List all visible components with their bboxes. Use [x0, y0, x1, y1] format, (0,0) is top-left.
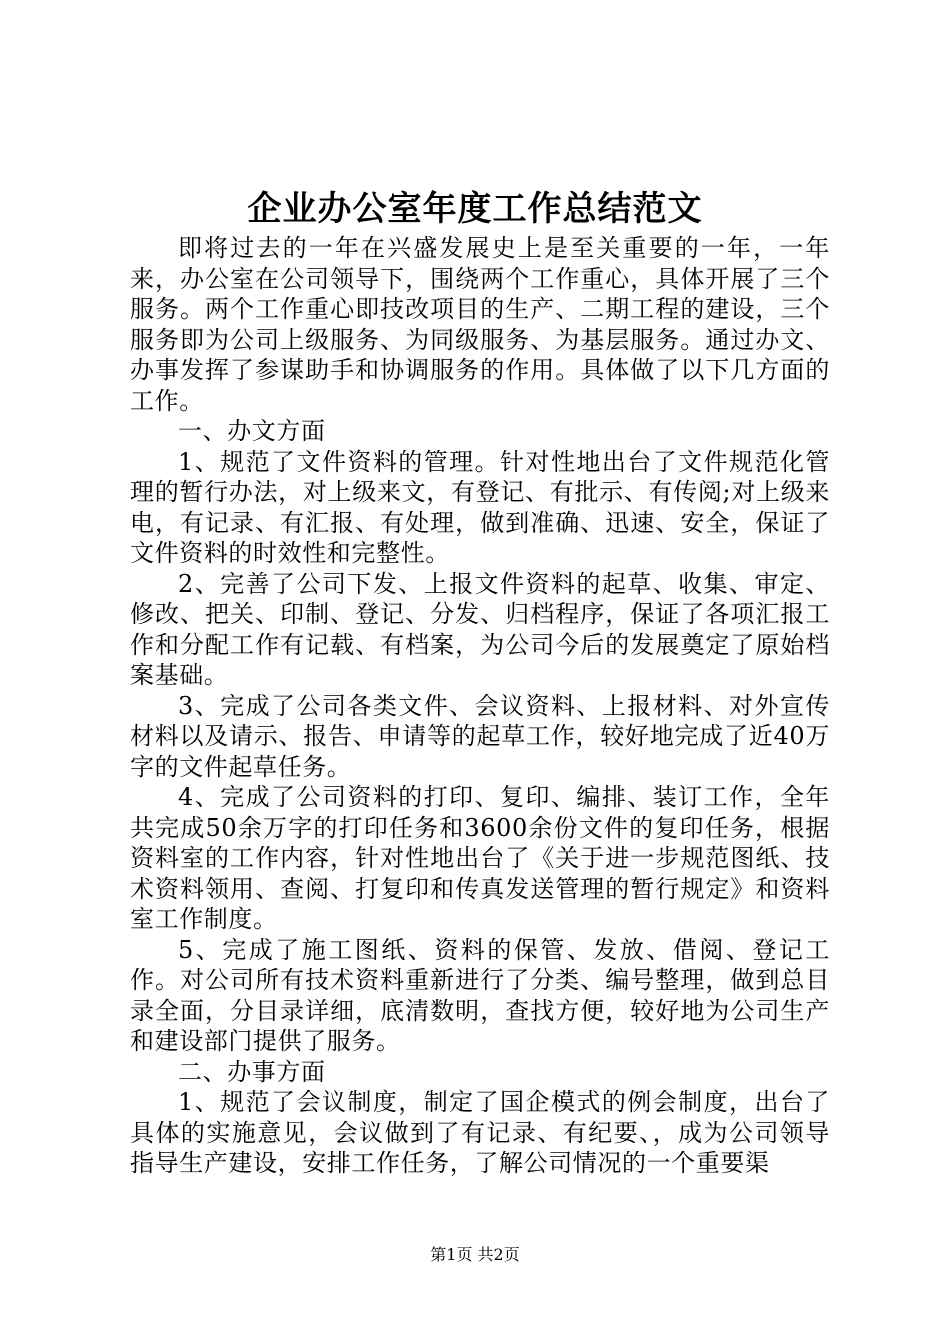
paragraph-item: 2、完善了公司下发、上报文件资料的起草、收集、审定、修改、把关、印制、登记、分发、归档程序，保证了各项汇报工作和分配工作有记载、有档案，为公司今后的发展奠定了原始档案基础。 — [130, 569, 830, 689]
paragraph-intro: 即将过去的一年在兴盛发展史上是至关重要的一年，一年来，办公室在公司领导下，围绕两个工作重心，具体开展了三个服务。两个工作重心即技改项目的生产、二期工程的建设，三个服务即为公司上级服务、为同级服务、为基层服务。通过办文、办事发挥了参谋助手和协调服务的作用。具体做了以下几方面的工作。 — [130, 234, 830, 415]
paragraph-item: 5、完成了施工图纸、资料的保管、发放、借阅、登记工作。对公司所有技术资料重新进行了分类、编号整理，做到总目录全面，分目录详细，底清数明，查找方便，较好地为公司生产和建设部门提供了服务。 — [130, 935, 830, 1055]
paragraph-item: 1、规范了文件资料的管理。针对性地出台了文件规范化管理的暂行办法，对上级来文，有登记、有批示、有传阅;对上级来电，有记录、有汇报、有处理，做到准确、迅速、安全，保证了文件资料的时效性和完整性。 — [130, 447, 830, 567]
section-heading-documents: 一、办文方面 — [178, 417, 326, 445]
section-heading-affairs: 二、办事方面 — [178, 1057, 326, 1086]
document-body — [130, 233, 830, 1179]
paragraph-item: 1、规范了会议制度，制定了国企模式的例会制度，出台了具体的实施意见，会议做到了有记录、有纪要、，成为公司领导指导生产建设，安排工作任务，了解公司情况的一个重要渠 — [130, 1088, 830, 1177]
paragraph-item: 4、完成了公司资料的打印、复印、编排、装订工作，全年共完成50余万字的打印任务和3600余份文件的复印任务，根据资料室的工作内容，针对性地出台了《关于进一步规范图纸、技术资料领用、查阅、打复印和传真发送管理的暂行规定》和资料室工作制度。 — [130, 783, 830, 933]
paragraph-item: 3、完成了公司各类文件、会议资料、上报材料、对外宣传材料以及请示、报告、申请等的起草工作，较好地完成了近40万字的文件起草任务。 — [130, 691, 830, 781]
page-footer: 第1页 共2页 — [430, 1245, 520, 1264]
page-title: 企业办公室年度工作总结范文 — [247, 189, 703, 229]
